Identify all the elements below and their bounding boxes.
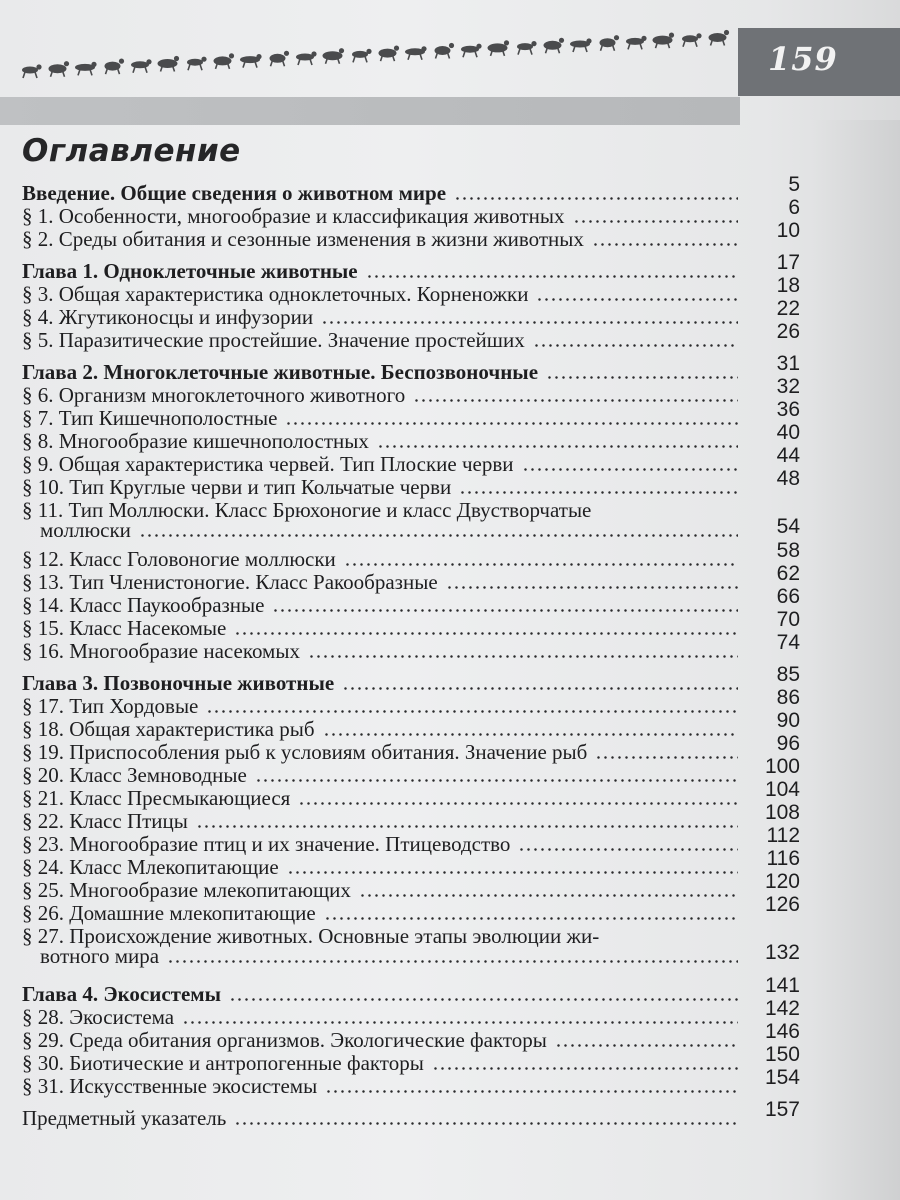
deer-icon [22,64,42,78]
toc-entry-title: § 18. Общая характеристика рыб [22,717,315,741]
toc-chapter-row [22,1098,800,1131]
toc-entry-title-continued: моллюски [40,518,131,542]
deer-icon [240,54,262,68]
toc-dot-leader [325,1090,738,1093]
toc-section-row [22,497,800,545]
toc-dot-leader [459,491,738,494]
toc-entry-title: § 12. Класс Головоногие моллюски [22,547,336,571]
bird-icon [105,59,125,75]
toc-section-row [22,320,800,353]
toc-entry-title: § 5. Паразитические простейшие. Значение простейших [22,328,525,352]
page-number: 159 [768,40,838,78]
bird-icon [323,48,345,64]
toc-entry-title: § 23. Многообразие птиц и их значение. Птицеводство [22,832,511,856]
toc-page-number: 142 [764,997,800,1020]
toc-dot-leader [592,243,738,246]
butterfly-icon [158,56,180,72]
toc-entry-title: § 30. Биотические и антропогенные факторы [22,1051,424,1075]
toc-dot-leader [167,960,738,963]
toc-page-number: 70 [776,608,800,631]
toc-dot-leader [377,445,738,448]
toc-page-number: 108 [764,801,800,824]
toc-dot-leader [359,894,738,897]
toc-page-number: 58 [776,539,800,562]
toc-entry-title: Введение. Общие сведения о животном мире [22,181,447,205]
toc-page-number: 150 [764,1043,800,1066]
fish-icon [488,40,510,56]
toc-dot-leader [234,632,738,635]
toc-page-number: 126 [764,893,800,916]
toc-dot-leader [555,1044,738,1047]
fox-icon [296,51,317,65]
toc-entry-title: Глава 3. Позвоночные животные [22,671,335,695]
deer-icon [461,44,482,58]
toc-entry-title: § 1. Особенности, многообразие и классификация животных [22,204,565,228]
toc-dot-leader [234,1122,738,1125]
toc-dot-leader [413,399,738,402]
toc-entry-title: Глава 2. Многоклеточные животные. Беспозвоночные [22,360,539,384]
toc-page-number: 48 [776,467,800,490]
toc-entry-title: Глава 4. Экосистемы [22,982,222,1006]
toc-dot-leader [272,609,738,612]
toc-dot-leader [536,298,738,301]
toc-entry-title: § 11. Тип Моллюски. Класс Брюхоногие и класс Двустворчатые [22,498,592,522]
toc-entry-title: § 13. Тип Членистоногие. Класс Ракообразные [22,570,438,594]
toc-entry-title: § 4. Жгутиконосцы и инфузории [22,305,314,329]
fox-icon [517,41,537,55]
toc-page-number: 17 [776,251,800,274]
toc-page-number: 26 [776,320,800,343]
header-band [0,97,740,125]
toc-entry-title: § 27. Происхождение животных. Основные этапы эволюции жи- [22,924,600,948]
toc-dot-leader [522,468,738,471]
toc-page-number: 146 [764,1020,800,1043]
toc-entry-title: § 29. Среда обитания организмов. Экологические факторы [22,1028,547,1052]
toc-dot-leader [229,998,738,1001]
toc-dot-leader [321,321,738,324]
toc-page-number: 18 [776,274,800,297]
toc-dot-leader [533,344,738,347]
toc-entry-title: § 7. Тип Кишечнополостные [22,406,278,430]
horse-icon [131,59,152,73]
toc-dot-leader [308,655,738,658]
toc-page-number: 44 [776,444,800,467]
beetle-icon [214,53,235,69]
fox-icon [75,62,97,76]
toc-page-number: 120 [764,870,800,893]
toc-dot-leader [206,710,738,713]
toc-entry-title: § 3. Общая характеристика одноклеточных. Корненожки [22,282,529,306]
toc-page-number: 132 [764,941,800,964]
toc-page-number: 66 [776,585,800,608]
toc-page-number: 5 [788,173,800,196]
toc-dot-leader [324,917,738,920]
toc-dot-leader [432,1067,738,1070]
toc-entry-title: § 17. Тип Хордовые [22,694,199,718]
toc-dot-leader [285,422,738,425]
toc-entry-title: § 26. Домашние млекопитающие [22,901,316,925]
butterfly-icon [600,35,620,51]
toc-dot-leader [287,871,738,874]
toc-page-number: 85 [776,663,800,686]
toc-title: Оглавление [22,133,241,169]
toc-page-number: 22 [776,297,800,320]
fish-icon [49,61,70,77]
toc-entry-title: § 19. Приспособления рыб к условиям обитания. Значение рыб [22,740,588,764]
toc-page-number: 74 [776,631,800,654]
toc-page-number: 100 [764,755,800,778]
toc-dot-leader [255,779,738,782]
bird-icon [544,38,565,54]
toc-page-number: 86 [776,686,800,709]
toc-dot-leader [139,534,738,537]
toc-page-number: 157 [764,1098,800,1121]
toc-page-number: 54 [776,515,800,538]
toc-entry-title: § 9. Общая характеристика червей. Тип Плоские черви [22,452,514,476]
toc-page-number: 90 [776,709,800,732]
toc-entry-title: Глава 1. Одноклеточные животные [22,259,358,283]
fish-icon [709,30,730,46]
toc-page-number: 112 [766,824,800,847]
toc-dot-leader [573,220,738,223]
toc-entry-title: § 10. Тип Круглые черви и тип Кольчатые черви [22,475,452,499]
toc-page-number: 31 [776,352,800,375]
butterfly-icon [379,46,400,62]
toc-section-row [22,1066,800,1099]
toc-entry-title: § 2. Среды обитания и сезонные изменения в жизни животных [22,227,584,251]
toc-section-row [22,219,800,252]
horse-icon [570,38,592,52]
toc-page-number: 116 [766,847,800,870]
toc-entry-title: § 31. Искусственные экосистемы [22,1074,318,1098]
toc-section-row [22,923,800,971]
toc-dot-leader [196,825,738,828]
toc-entry-title: § 15. Класс Насекомые [22,616,227,640]
toc-page-number: 36 [776,398,800,421]
toc-section-row [22,631,800,664]
toc-page-number: 104 [764,778,800,801]
toc-dot-leader [344,563,738,566]
toc-entry-title: § 6. Организм многоклеточного животного [22,383,406,407]
snail-icon [187,57,207,71]
toc-entry-title: § 8. Многообразие кишечнополостных [22,429,369,453]
toc-page-number: 6 [788,196,800,219]
toc-dot-leader [342,687,738,690]
toc-dot-leader [323,733,738,736]
toc-entry-title: Предметный указатель [22,1106,227,1130]
toc-entry-title: § 28. Экосистема [22,1005,175,1029]
toc-entry-title: § 21. Класс Пресмыкающиеся [22,786,291,810]
toc-entry-title: § 22. Класс Птицы [22,809,188,833]
beetle-icon [435,43,455,59]
toc-dot-leader [595,756,738,759]
toc-page-number: 154 [764,1066,800,1089]
toc-page-number: 40 [776,421,800,444]
toc-entry-title: § 16. Многообразие насекомых [22,639,300,663]
fish-icon [270,51,290,67]
toc-dot-leader [546,376,738,379]
snail-icon [626,36,647,50]
toc-dot-leader [446,586,738,589]
toc-entry-title: § 25. Многообразие млекопитающих [22,878,351,902]
toc-page-number: 96 [776,732,800,755]
toc-page-number: 141 [764,974,800,997]
toc-entry-title: § 24. Класс Млекопитающие [22,855,279,879]
toc-page-number: 62 [776,562,800,585]
toc-entry-title: § 20. Класс Земноводные [22,763,247,787]
page-edge-shadow [810,120,900,1200]
toc-dot-leader [298,802,738,805]
animal-silhouettes-decoration [20,22,740,84]
toc-dot-leader [366,275,738,278]
toc-page-number: 10 [776,219,800,242]
toc-dot-leader [454,197,738,200]
horse-icon [352,49,372,63]
toc-dot-leader [182,1021,738,1024]
toc-page-number: 32 [776,375,800,398]
toc-entry-title: § 14. Класс Паукообразные [22,593,265,617]
toc-entry-title-continued: вотного мира [40,944,160,968]
deer-icon [682,33,702,47]
beetle-icon [653,33,675,49]
toc-dot-leader [518,848,738,851]
snail-icon [405,46,427,60]
